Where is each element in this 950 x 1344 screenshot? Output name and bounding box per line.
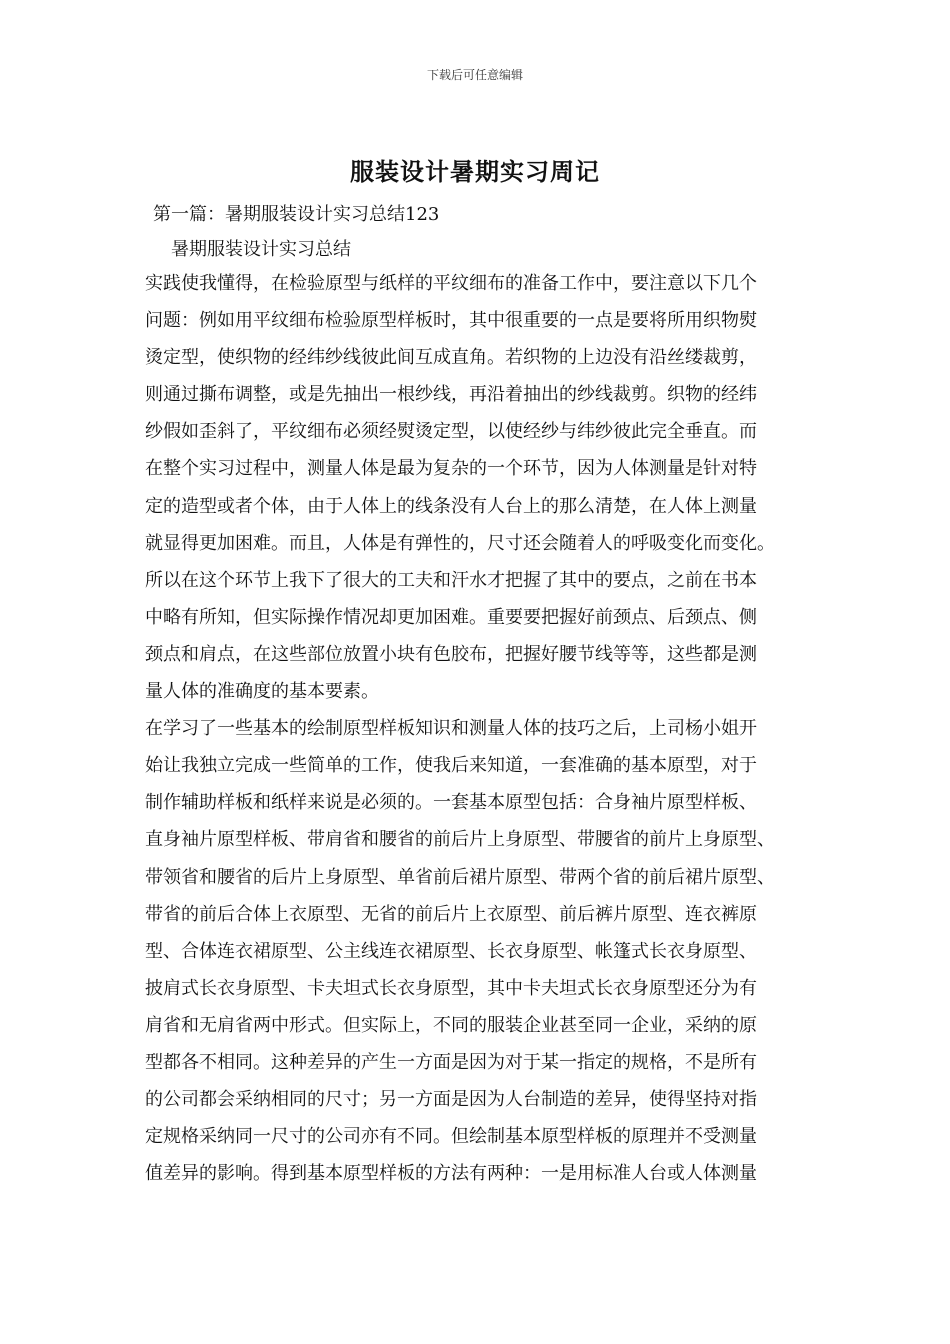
text-line: 则通过撕布调整，或是先抽出一根纱线，再沿着抽出的纱线裁剪。织物的经纬 (145, 384, 757, 406)
text-line: 型都各不相同。这种差异的产生一方面是因为对于某一指定的规格，不是所有 (145, 1051, 757, 1073)
text-line: 纱假如歪斜了，平纹细布必须经熨烫定型，以使经纱与纬纱彼此完全垂直。而 (145, 421, 757, 443)
body-text (145, 265, 825, 1192)
text-line: 型、合体连衣裙原型、公主线连衣裙原型、长衣身原型、帐篷式长衣身原型、 (145, 940, 757, 962)
text-line: 中略有所知，但实际操作情况却更加困难。重要要把握好前颈点、后颈点、侧 (145, 606, 757, 628)
text-line: 始让我独立完成一些简单的工作，使我后来知道，一套准确的基本原型，对于 (145, 755, 757, 777)
text-line: 制作辅助样板和纸样来说是必须的。一套基本原型包括：合身袖片原型样板、 (145, 792, 757, 814)
text-line: 颈点和肩点，在这些部位放置小块有色胶布，把握好腰节线等等，这些都是测 (145, 643, 757, 665)
text-line: 量人体的准确度的基本要素。 (145, 681, 379, 703)
text-line: 在学习了一些基本的绘制原型样板知识和测量人体的技巧之后，上司杨小姐开 (145, 718, 757, 740)
text-line: 定的造型或者个体，由于人体上的线条没有人台上的那么清楚，在人体上测量 (145, 495, 757, 517)
text-line: 的公司都会采纳相同的尺寸；另一方面是因为人台制造的差异，使得坚持对指 (145, 1089, 757, 1111)
text-line: 直身袖片原型样板、带肩省和腰省的前后片上身原型、带腰省的前片上身原型、 (145, 829, 775, 851)
text-line: 所以在这个环节上我下了很大的工夫和汗水才把握了其中的要点，之前在书本 (145, 569, 757, 591)
document-title: 服装设计暑期实习周记 (350, 157, 600, 186)
section-heading: 第一篇：暑期服装设计实习总结123 (153, 204, 440, 225)
text-line: 实践使我懂得，在检验原型与纸样的平纹细布的准备工作中，要注意以下几个 (145, 273, 757, 294)
header-note: 下载后可任意编辑 (426, 68, 523, 82)
text-line: 问题：例如用平纹细布检验原型样板时，其中很重要的一点是要将所用织物熨 (145, 310, 757, 332)
text-line: 在整个实习过程中，测量人体是最为复杂的一个环节，因为人体测量是针对特 (145, 458, 757, 480)
text-line: 烫定型，使织物的经纬纱线彼此间互成直角。若织物的上边没有沿丝缕裁剪， (145, 347, 757, 369)
text-line: 值差异的影响。得到基本原型样板的方法有两种：一是用标准人台或人体测量 (145, 1163, 757, 1185)
text-line: 定规格采纳同一尺寸的公司亦有不同。但绘制基本原型样板的原理并不受测量 (145, 1126, 757, 1148)
text-line: 披肩式长衣身原型、卡夫坦式长衣身原型，其中卡夫坦式长衣身原型还分为有 (145, 977, 757, 999)
text-line: 肩省和无肩省两中形式。但实际上，不同的服装企业甚至同一企业，采纳的原 (145, 1014, 757, 1036)
text-line: 就显得更加困难。而且，人体是有弹性的，尺寸还会随着人的呼吸变化而变化。 (145, 532, 775, 554)
text-line: 带领省和腰省的后片上身原型、单省前后裙片原型、带两个省的前后裙片原型、 (145, 866, 775, 888)
sub-heading: 暑期服装设计实习总结 (171, 239, 351, 260)
text-line: 带省的前后合体上衣原型、无省的前后片上衣原型、前后裤片原型、连衣裤原 (145, 903, 757, 925)
